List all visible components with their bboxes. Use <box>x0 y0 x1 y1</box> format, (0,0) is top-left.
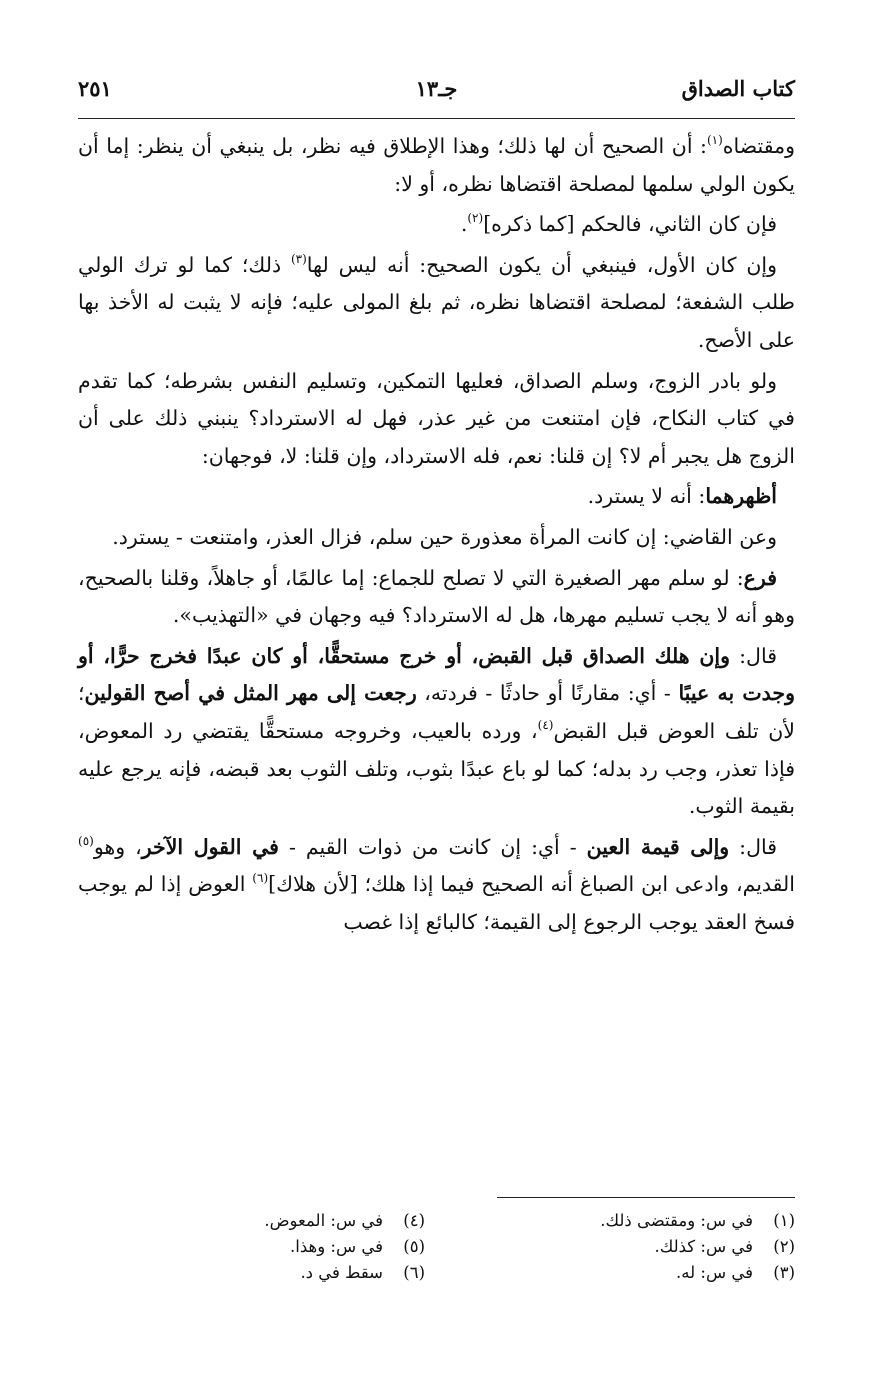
footnote-text: في س: وهذا. <box>290 1237 383 1256</box>
footnote-ref-5: (٥) <box>78 833 94 848</box>
footnote-ref-3: (٣) <box>290 251 307 266</box>
text-run: : أنه لا يسترد. <box>587 484 706 509</box>
paragraph-3 <box>78 247 795 360</box>
text-run: قال: <box>730 643 777 668</box>
footnote-6 <box>85 1260 425 1286</box>
main-text <box>78 128 795 944</box>
text-run: القديم، وادعى ابن الصباغ أنه الصحيح فيما إذا هلك؛ [لأن هلاك] <box>268 872 795 897</box>
footnote-text: في س: كذلك. <box>654 1237 753 1256</box>
text-run: وإن كان الأول، فينبغي أن يكون الصحيح: أنه ليس لها <box>306 252 777 277</box>
page-number: ٢٥١ <box>78 76 112 101</box>
footnote-ref-4: (٤) <box>537 717 554 732</box>
footnote-ref-2: (٢) <box>467 211 484 226</box>
text-run: قال: <box>729 834 778 859</box>
footnote-2 <box>455 1234 795 1260</box>
text-run: : لو سلم مهر الصغيرة التي لا تصلح للجماع: إما عالمًا، أو جاهلاً، وقلنا بالصحيح، وهو أنه لا يجب تسليم مهرها، هل له الاسترداد؟ فيه وجهان في «التهذيب». <box>78 565 795 628</box>
text-run: - أي: مقارنًا أو حادثًا - فردته، <box>416 681 679 706</box>
text-run: . <box>460 212 468 237</box>
text-run: ؛ لأن تلف العوض قبل القبض <box>78 681 795 743</box>
footnote-3 <box>455 1260 795 1286</box>
paragraph-6: وعن القاضي: إن كانت المرأة معذورة حين سلم، فزال العذر، وامتنعت - يسترد. <box>112 524 777 549</box>
footnote-number: (٤) <box>403 1211 425 1230</box>
footnote-number: (٦) <box>403 1263 425 1282</box>
footnote-4 <box>85 1208 425 1234</box>
footnote-number: (٣) <box>773 1263 795 1282</box>
header-divider <box>78 118 795 119</box>
paragraph-7 <box>78 560 795 635</box>
text-run: ، وهو <box>93 834 142 859</box>
volume-label: جـ١٣ <box>415 76 458 101</box>
footnote-number: (٢) <box>773 1237 795 1256</box>
text-run: فإن كان الثاني، فالحكم [كما ذكره] <box>483 212 777 237</box>
text-run: - أي: إن كانت من ذوات القيم - <box>278 834 587 859</box>
footnote-ref-1: (١) <box>706 133 723 147</box>
footnote-text: في س: المعوض. <box>264 1211 383 1230</box>
paragraph-1 <box>78 128 795 203</box>
paragraph-9 <box>78 829 795 942</box>
text-run: ذلك؛ كما لو ترك الولي طلب الشفعة؛ لمصلحة اقتضاها نظره، ثم بلغ المولى عليه؛ فإنه لا يثبت له الأخذ بها على الأصح. <box>78 252 795 352</box>
text-run: ، ورده بالعيب، وخروجه مستحقًّا يقتضي رد المعوض، فإذا تعذر، وجب رد بدله؛ كما لو باع عبدًا بثوب، وتلف الثوب بعد قبضه، فإنه يرجع عليه بقيمة الثوب. <box>78 718 795 819</box>
paragraph-5 <box>78 478 795 516</box>
footnote-column-left <box>85 1208 425 1286</box>
page-header <box>78 72 795 112</box>
paragraph-4: ولو بادر الزوج، وسلم الصداق، فعليها التمكين، وتسليم النفس بشرطه؛ كما تقدم في كتاب النكاح، فإن امتنعت من غير عذر، فهل له الاسترداد؟ ينبني ذلك على أن الزوج هل يجبر أم لا؟ إن قلنا: نعم، فله الاسترداد، وإن قلنا: لا، فوجهان: <box>78 368 795 468</box>
book-title: كتاب الصداق <box>681 76 795 101</box>
bold-matn: في القول الآخر <box>141 834 279 859</box>
paragraph-8 <box>78 638 795 826</box>
footnote-text: سقط في د. <box>300 1263 383 1282</box>
footnote-number: (٥) <box>403 1237 425 1256</box>
footnote-number: (١) <box>773 1211 795 1230</box>
bold-matn: وإلى قيمة العين <box>586 834 730 859</box>
footnote-ref-6: (٦) <box>252 871 269 886</box>
bold-term: أظهرهما <box>705 484 777 509</box>
bold-term: فرع <box>743 565 777 590</box>
footnote-text: في س: ومقتضى ذلك. <box>600 1211 753 1230</box>
bold-matn: رجعت إلى مهر المثل في أصح القولين <box>84 681 417 706</box>
footnote-divider <box>497 1197 795 1198</box>
footnote-1 <box>455 1208 795 1234</box>
text-run: ومقتضاه <box>722 134 795 158</box>
text-run: العوض إذا لم يوجب فسخ العقد يوجب الرجوع إلى القيمة؛ كالبائع إذا غصب <box>78 872 795 934</box>
text-run: : أن الصحيح أن لها ذلك؛ وهذا الإطلاق فيه نظر، بل ينبغي أن ينظر: إما أن يكون الولي سلمها لمصلحة اقتضاها نظره، أو لا: <box>78 134 795 196</box>
footnote-text: في س: له. <box>676 1263 753 1282</box>
footnote-column-right <box>455 1208 795 1286</box>
paragraph-2 <box>78 206 795 244</box>
bold-matn: وإن هلك الصداق قبل القبض، أو خرج مستحقًّا، أو كان عبدًا فخرج حرًّا، أو وجدت به عيبًا <box>78 643 796 706</box>
footnote-5 <box>85 1234 425 1260</box>
